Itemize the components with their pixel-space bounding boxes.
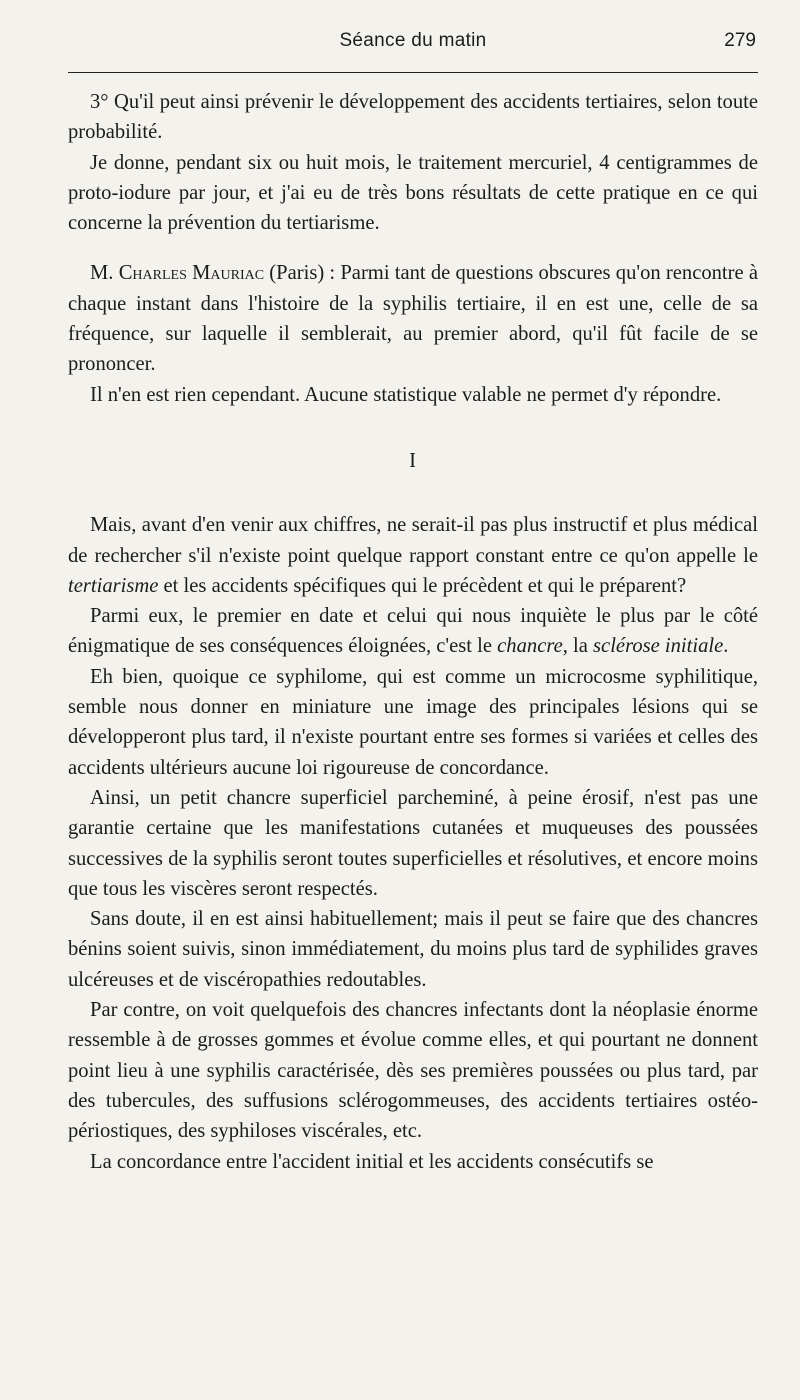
paragraph-speaker-intro [68, 258, 758, 379]
speaker-prefix: M. [90, 262, 119, 285]
paragraph [68, 601, 758, 662]
header-rule [68, 72, 758, 73]
paragraph: La concordance entre l'accident initial et les accidents consécutifs se [90, 1150, 654, 1173]
paragraph: Ainsi, un petit chancre superficiel parcheminé, à peine érosif, n'est pas une garantie certaine que les manifestations cutanées et muqueuses des poussées successives de la syphilis seront toutes superficielles et résolutives, et encore moins que tous les viscères seront respectés. [68, 786, 758, 900]
body-text [68, 87, 758, 1177]
speaker-name: Charles Mauriac [118, 262, 265, 285]
paragraph [68, 510, 758, 601]
paragraph: Eh bien, quoique ce syphilome, qui est comme un microcosme syphilitique, semble nous donner en miniature une image des principales lésions qui se développeront plus tard, il n'existe pourtant entre ses formes si variées et celles des accidents ultérieurs aucune loi rigoureuse de concordance. [68, 665, 758, 779]
paragraph-text: Parmi eux, le premier en date et celui qui nous inquiète le plus par le côté énigmatique de ses conséquences éloignées, c'est le [68, 605, 758, 658]
running-title: Séance du matin [339, 30, 487, 51]
italic-term: tertiarisme [68, 574, 159, 597]
paragraph-text: Mais, avant d'en venir aux chiffres, ne serait-il pas plus instructif et plus médical de rechercher s'il n'existe point quelque rapport constant entre ce qu'on appelle le [68, 514, 758, 567]
running-header [68, 30, 758, 60]
paragraph: Par contre, on voit quelquefois des chancres infectants dont la néoplasie énorme ressemble à de grosses gommes et évolue comme elles, et qui pourtant ne donnent point lieu à une syphilis caractérisée, dès ses premières poussées ou plus tard, par des tubercules, des suffusions sclérogommeuses, des accidents tertiaires ostéo-périostiques, des syphiloses viscérales, etc. [68, 999, 758, 1143]
section-heading: I [409, 449, 417, 472]
italic-term: sclérose initiale [593, 635, 724, 658]
paragraph-text: et les accidents spécifiques qui le précèdent et qui le préparent? [158, 574, 687, 597]
italic-term: chancre [497, 635, 563, 658]
paragraph: Sans doute, il en est ainsi habituellement; mais il peut se faire que des chancres bénins soient suivis, sinon immédiatement, du moins plus tard de syphilides graves ulcéreuses et de viscéropathies redoutables. [68, 908, 758, 991]
page-number: 279 [724, 30, 756, 51]
paragraph: Je donne, pendant six ou huit mois, le traitement mercuriel, 4 centigrammes de proto-iodure par jour, et j'ai eu de très bons résultats de cette pratique en ce qui concerne la prévention du tertiarisme. [68, 151, 758, 235]
paragraph: Il n'en est rien cependant. Aucune statistique valable ne permet d'y répondre. [90, 383, 722, 406]
paragraph: 3° Qu'il peut ainsi prévenir le développement des accidents tertiaires, selon toute probabilité. [68, 91, 758, 144]
paragraph-text: , la [562, 635, 594, 658]
paragraph-text: (Paris) : Parmi tant de questions obscures qu'on rencontre à chaque instant dans l'histoire de la syphilis tertiaire, il en est une, celle de sa fréquence, sur laquelle il semblerait, au premier abord, qu'il fût facile de se prononcer. [68, 262, 759, 376]
paragraph-text: . [723, 635, 729, 658]
